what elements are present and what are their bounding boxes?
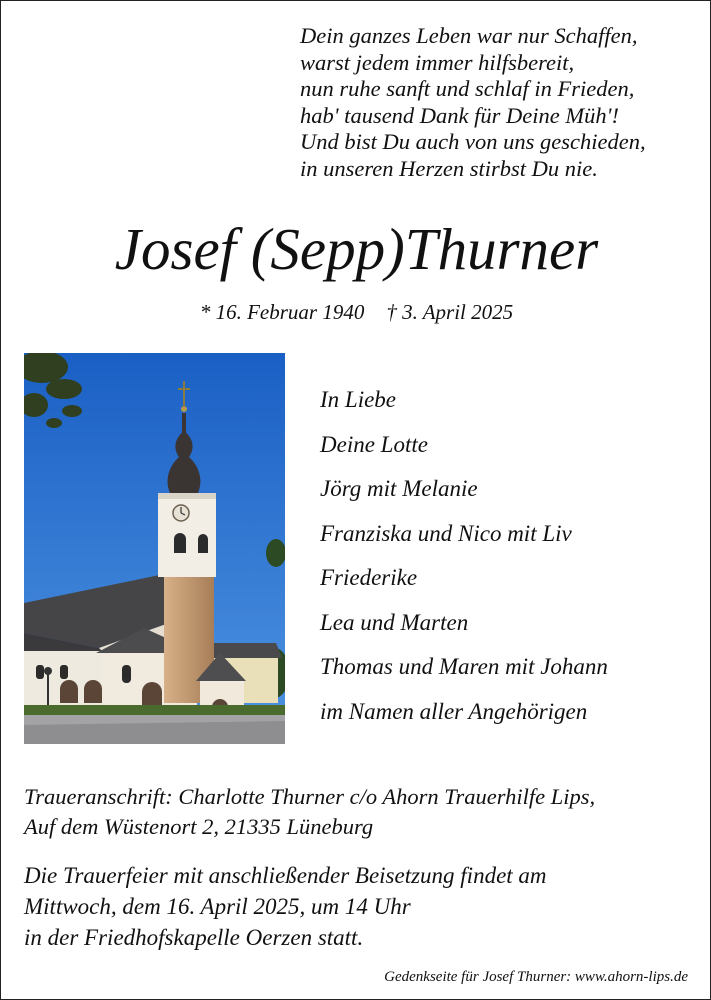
poem-line: warst jedem immer hilfsbereit, xyxy=(300,49,575,75)
signer-line: Friederike xyxy=(320,565,418,590)
memorial-page-link[interactable]: Gedenkseite für Josef Thurner: www.ahorn-lips.de xyxy=(384,969,688,985)
poem-line: nun ruhe sanft und schlaf in Frieden, xyxy=(300,76,635,101)
signer-line: Deine Lotte xyxy=(320,431,428,457)
life-dates xyxy=(1,298,711,326)
deceased-name: Josef (Sepp)Thurner xyxy=(114,216,599,282)
church-photo xyxy=(24,353,285,744)
poem-line: Und bist Du auch von uns geschieden, xyxy=(300,129,646,154)
signer-line: In Liebe xyxy=(320,387,397,412)
memorial-poem xyxy=(300,23,646,182)
death-date: † 3. April 2025 xyxy=(386,300,514,324)
signer-line: im Namen aller Angehörigen xyxy=(320,698,588,724)
signer-line: Lea und Marten xyxy=(320,609,469,635)
mourning-address xyxy=(24,782,595,842)
signers-list xyxy=(320,382,608,738)
poem-line: in unseren Herzen stirbst Du nie. xyxy=(300,155,598,181)
birth-date: * 16. Februar 1940 xyxy=(199,300,365,324)
poem-line: Dein ganzes Leben war nur Schaffen, xyxy=(300,23,638,48)
ceremony-line: in der Friedhofskapelle Oerzen statt. xyxy=(24,925,364,950)
address-line: Auf dem Wüstenort 2, 21335 Lüneburg xyxy=(24,814,374,839)
funeral-ceremony-notice xyxy=(24,860,547,953)
signer-line: Jörg mit Melanie xyxy=(320,476,478,501)
signer-line: Franziska und Nico mit Liv xyxy=(320,520,572,546)
ceremony-line: Mittwoch, dem 16. April 2025, um 14 Uhr xyxy=(24,894,411,919)
ceremony-line: Die Trauerfeier mit anschließender Beisetzung findet am xyxy=(24,863,547,888)
signer-line: Thomas und Maren mit Johann xyxy=(320,654,608,679)
address-line: Traueranschrift: Charlotte Thurner c/o Ahorn Trauerhilfe Lips, xyxy=(24,784,596,809)
poem-line: hab' tausend Dank für Deine Müh'! xyxy=(300,102,619,128)
